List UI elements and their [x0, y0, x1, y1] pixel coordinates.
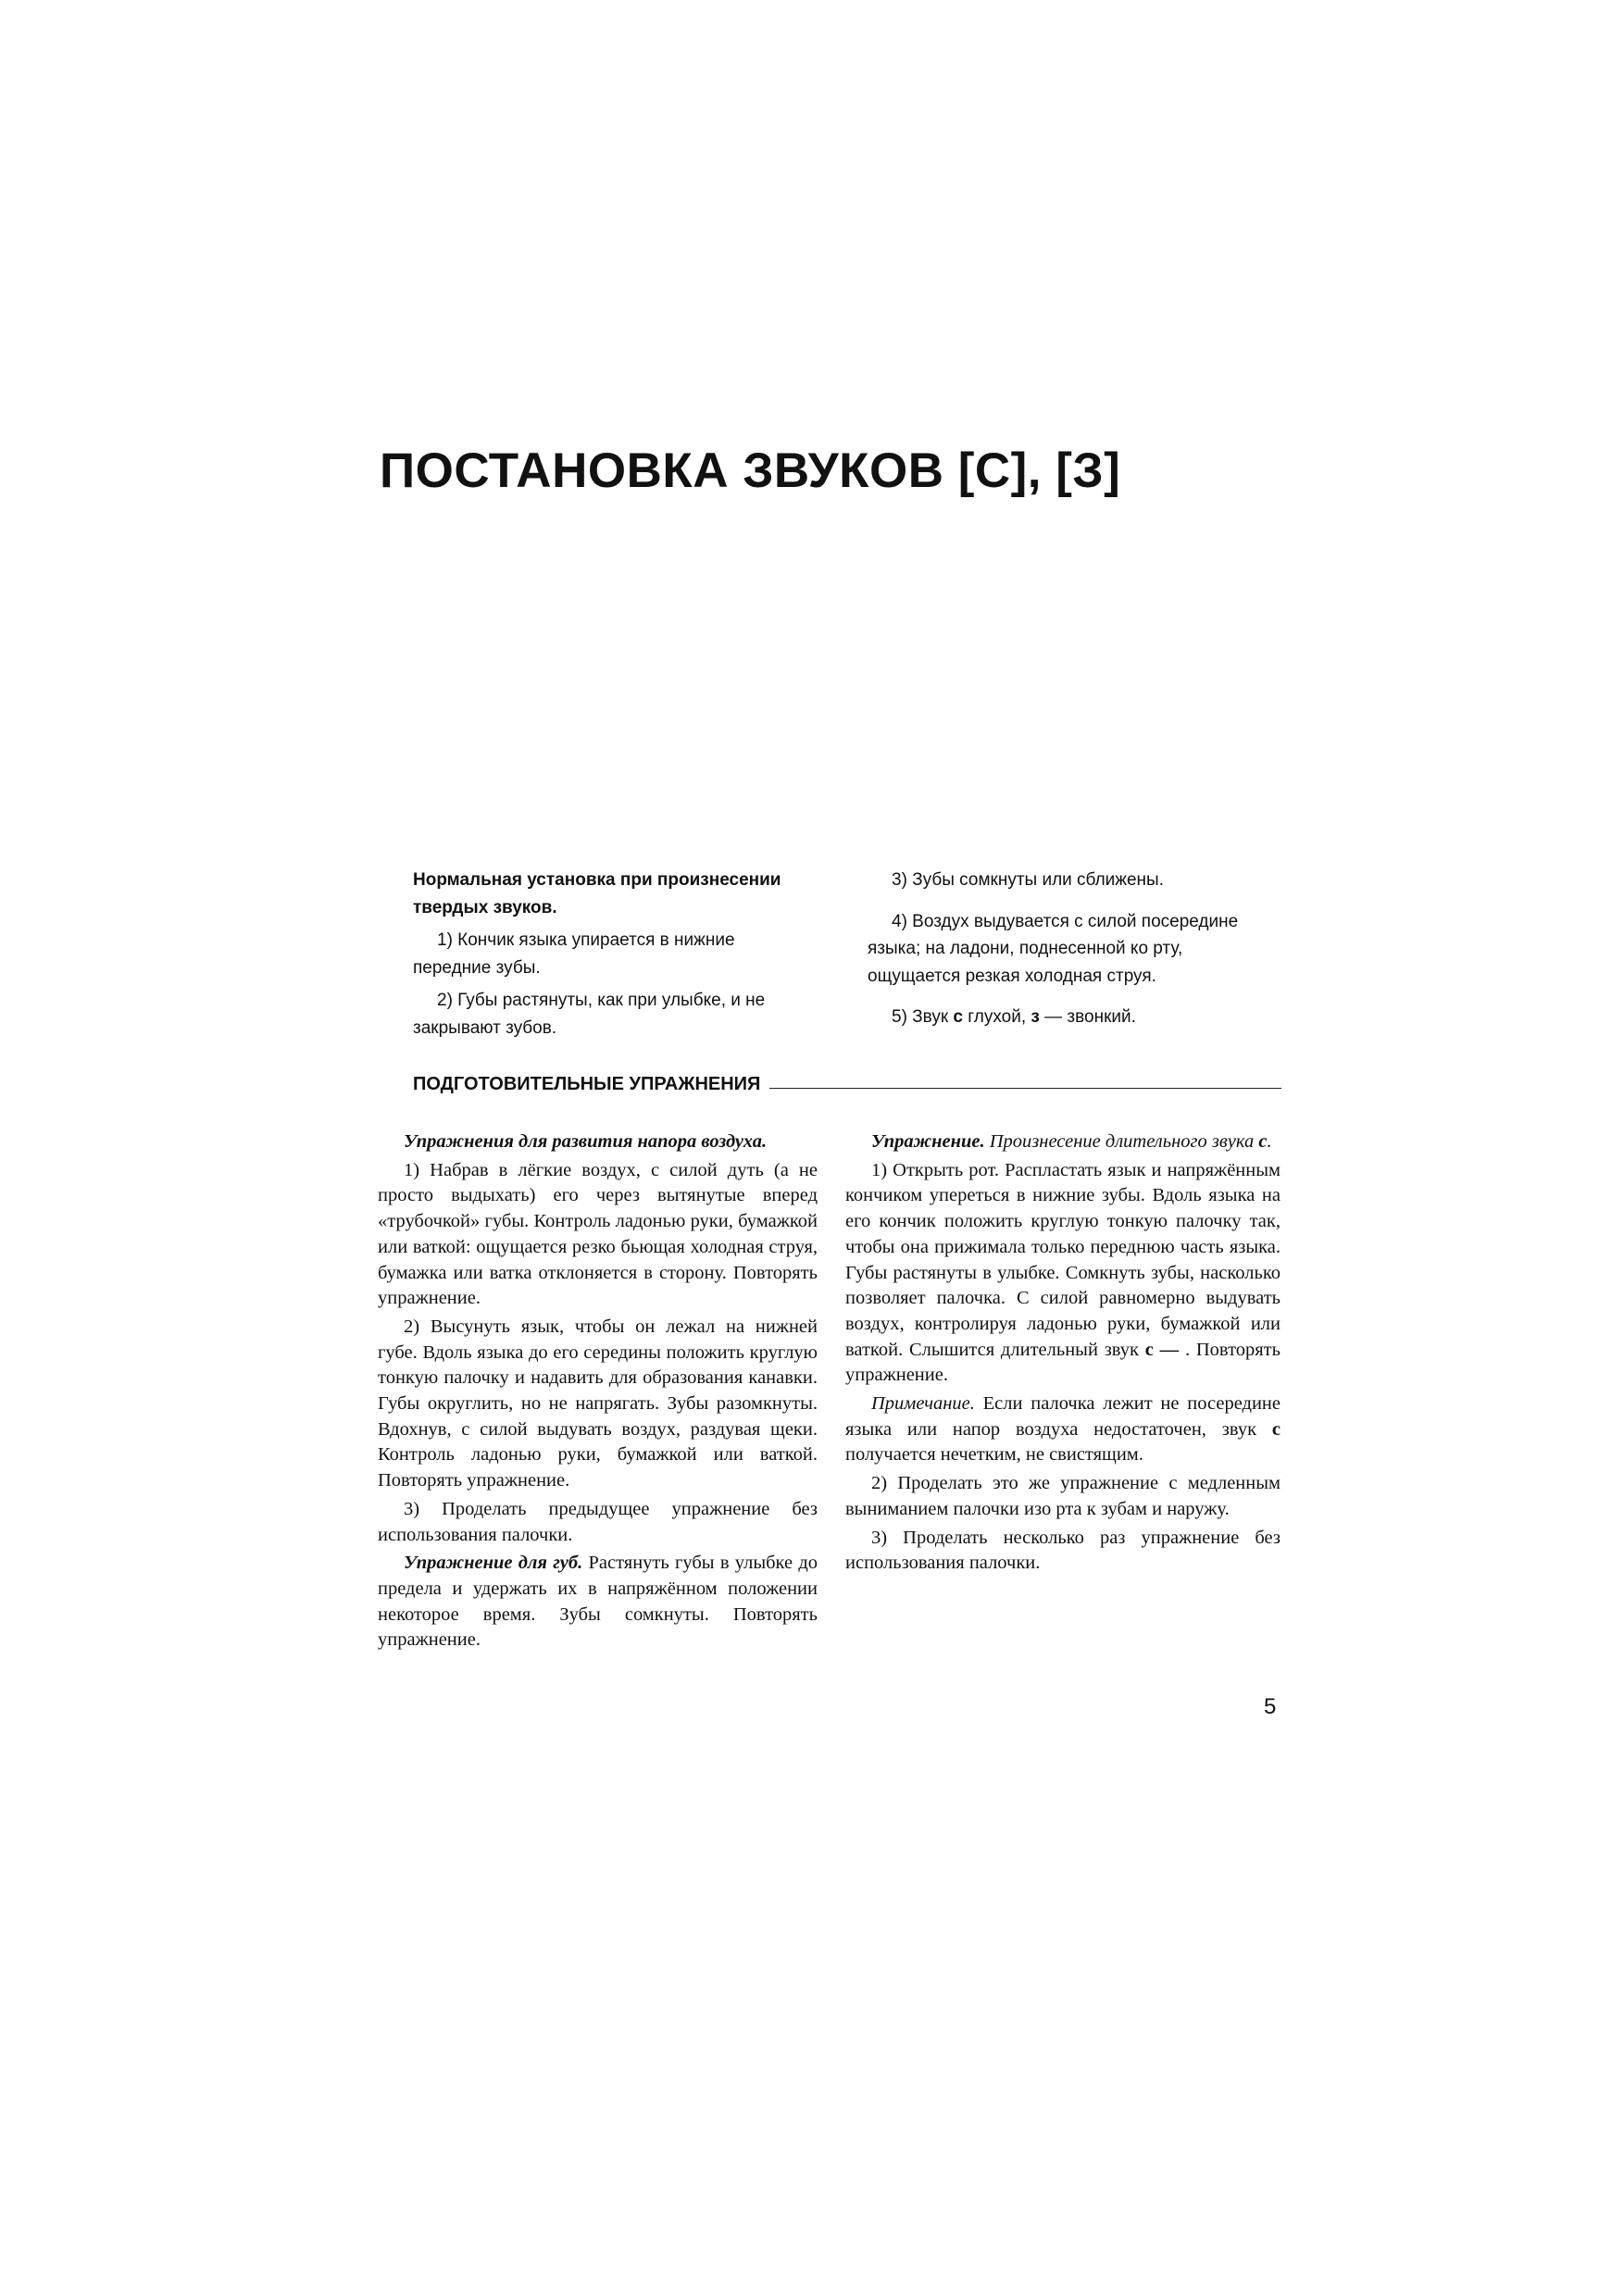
exercise-sound-heading-text: Произнесение длительного звука [984, 1131, 1259, 1152]
intro-item-5-text-a: 5) Звук [892, 1007, 954, 1027]
exercise-sound-2: 2) Проделать это же упражнение с медленным выниманием палочки изо рта к зубам и наружу. [845, 1473, 1280, 1519]
intro-item-4: 4) Воздух выдувается с силой посередине языка; на ладони, поднесенной ко рту, ощущается резкая холодная струя. [868, 911, 1239, 986]
exercise-note-text-a: Если палочка лежит не посередине языка или напор воздуха недостаточен, звук [845, 1393, 1280, 1440]
exercises-left-column [378, 1129, 818, 1653]
page-number: 5 [1264, 1694, 1277, 1719]
intro-item-3: 3) Зубы сомкнуты или сближены. [892, 870, 1164, 890]
exercise-sound-1 [845, 1158, 1280, 1389]
intro-item-5-text-b: глухой, [963, 1007, 1031, 1027]
intro-item-2: 2) Губы растянуты, как при улыбке, и не закрывают зубов. [413, 991, 766, 1038]
exercise-lips-heading: Упражнение для губ. [404, 1553, 583, 1574]
intro-item-5-text-c: — звонкий. [1039, 1007, 1136, 1027]
intro-right-column [868, 867, 1280, 1031]
exercises-right-column [845, 1129, 1280, 1577]
exercise-heading-air: Упражнения для развития напора воздуха. [404, 1131, 768, 1152]
page-title: ПОСТАНОВКА ЗВУКОВ [С], [З] [380, 443, 1121, 498]
exercise-sound-3: 3) Проделать несколько раз упражнение без использования палочки. [845, 1527, 1280, 1574]
exercise-note [845, 1391, 1280, 1468]
intro-item-1: 1) Кончик языка упирается в нижние передние зубы. [413, 930, 735, 978]
intro-item-5 [868, 1004, 1280, 1031]
exercise-heading-sound [845, 1129, 1280, 1155]
sound-z-letter: з [1031, 1007, 1040, 1027]
section-heading-text: ПОДГОТОВИТЕЛЬНЫЕ УПРАЖНЕНИЯ [413, 1074, 761, 1094]
exercise-air-1: 1) Набрав в лёгкие воздух, с силой дуть (а не просто выдыхать) его через вытянутые вперед «трубочкой» губы. Контроль ладонью руки, бумажкой или ваткой: ощущается резко бьющая холодная струя, бумажка или ватка отклоняется в сторону. Повторять упражнение. [378, 1159, 818, 1309]
exercise-air-3: 3) Проделать предыдущее упражнение без использования палочки. [378, 1498, 818, 1545]
sound-s-dash: с — [1144, 1339, 1185, 1360]
intro-heading: Нормальная установка при произнесении твердых звуков. [413, 870, 781, 917]
exercise-sound-heading-end: . [1267, 1131, 1272, 1152]
section-heading [413, 1074, 1281, 1095]
exercise-sound-heading-label: Упражнение. [871, 1131, 985, 1152]
exercise-sound-1-text: 1) Открыть рот. Распластать язык и напряжённым кончиком упереться в нижние зубы. Вдоль языка на его кончик положить круглую тонкую палочку так, чтобы она прижимала только переднюю часть языка. Губы растянуты в улыбке. Сомкнуть зубы, насколько позволяет палочка. С силой равномерно выдувать воздух, контролируя ладонью руки, бумажкой или ваткой. Слышится длительный звук [845, 1159, 1280, 1360]
exercise-air-2: 2) Высунуть язык, чтобы он лежал на нижней губе. Вдоль языка до его середины положить круглую тонкую палочку и надавить для образования канавки. Губы округлить, но не напрягать. Зубы разомкнуты. Вдохнув, с силой выдувать воздух, раздувая щеки. Контроль ладонью руки, бумажкой или ваткой. Повторять упражнение. [378, 1316, 818, 1491]
exercise-lips-text: Растянуть губы в улыбке до предела и удержать их в напряжённом положении некоторое время. Зубы сомкнуты. Повторять упражнение. [378, 1553, 818, 1651]
sound-s-letter: с [1271, 1418, 1280, 1440]
exercise-note-label: Примечание. [871, 1393, 975, 1415]
exercise-note-text-b: получается нечетким, не свистящим. [845, 1444, 1143, 1466]
section-heading-rule [769, 1088, 1281, 1089]
intro-left-column [413, 867, 802, 1042]
sound-s-letter: с [953, 1007, 963, 1027]
exercise-sound-1-end: . Повторять упражнение. [845, 1339, 1280, 1386]
sound-s-letter: с [1258, 1131, 1268, 1152]
exercise-lips [378, 1551, 818, 1653]
